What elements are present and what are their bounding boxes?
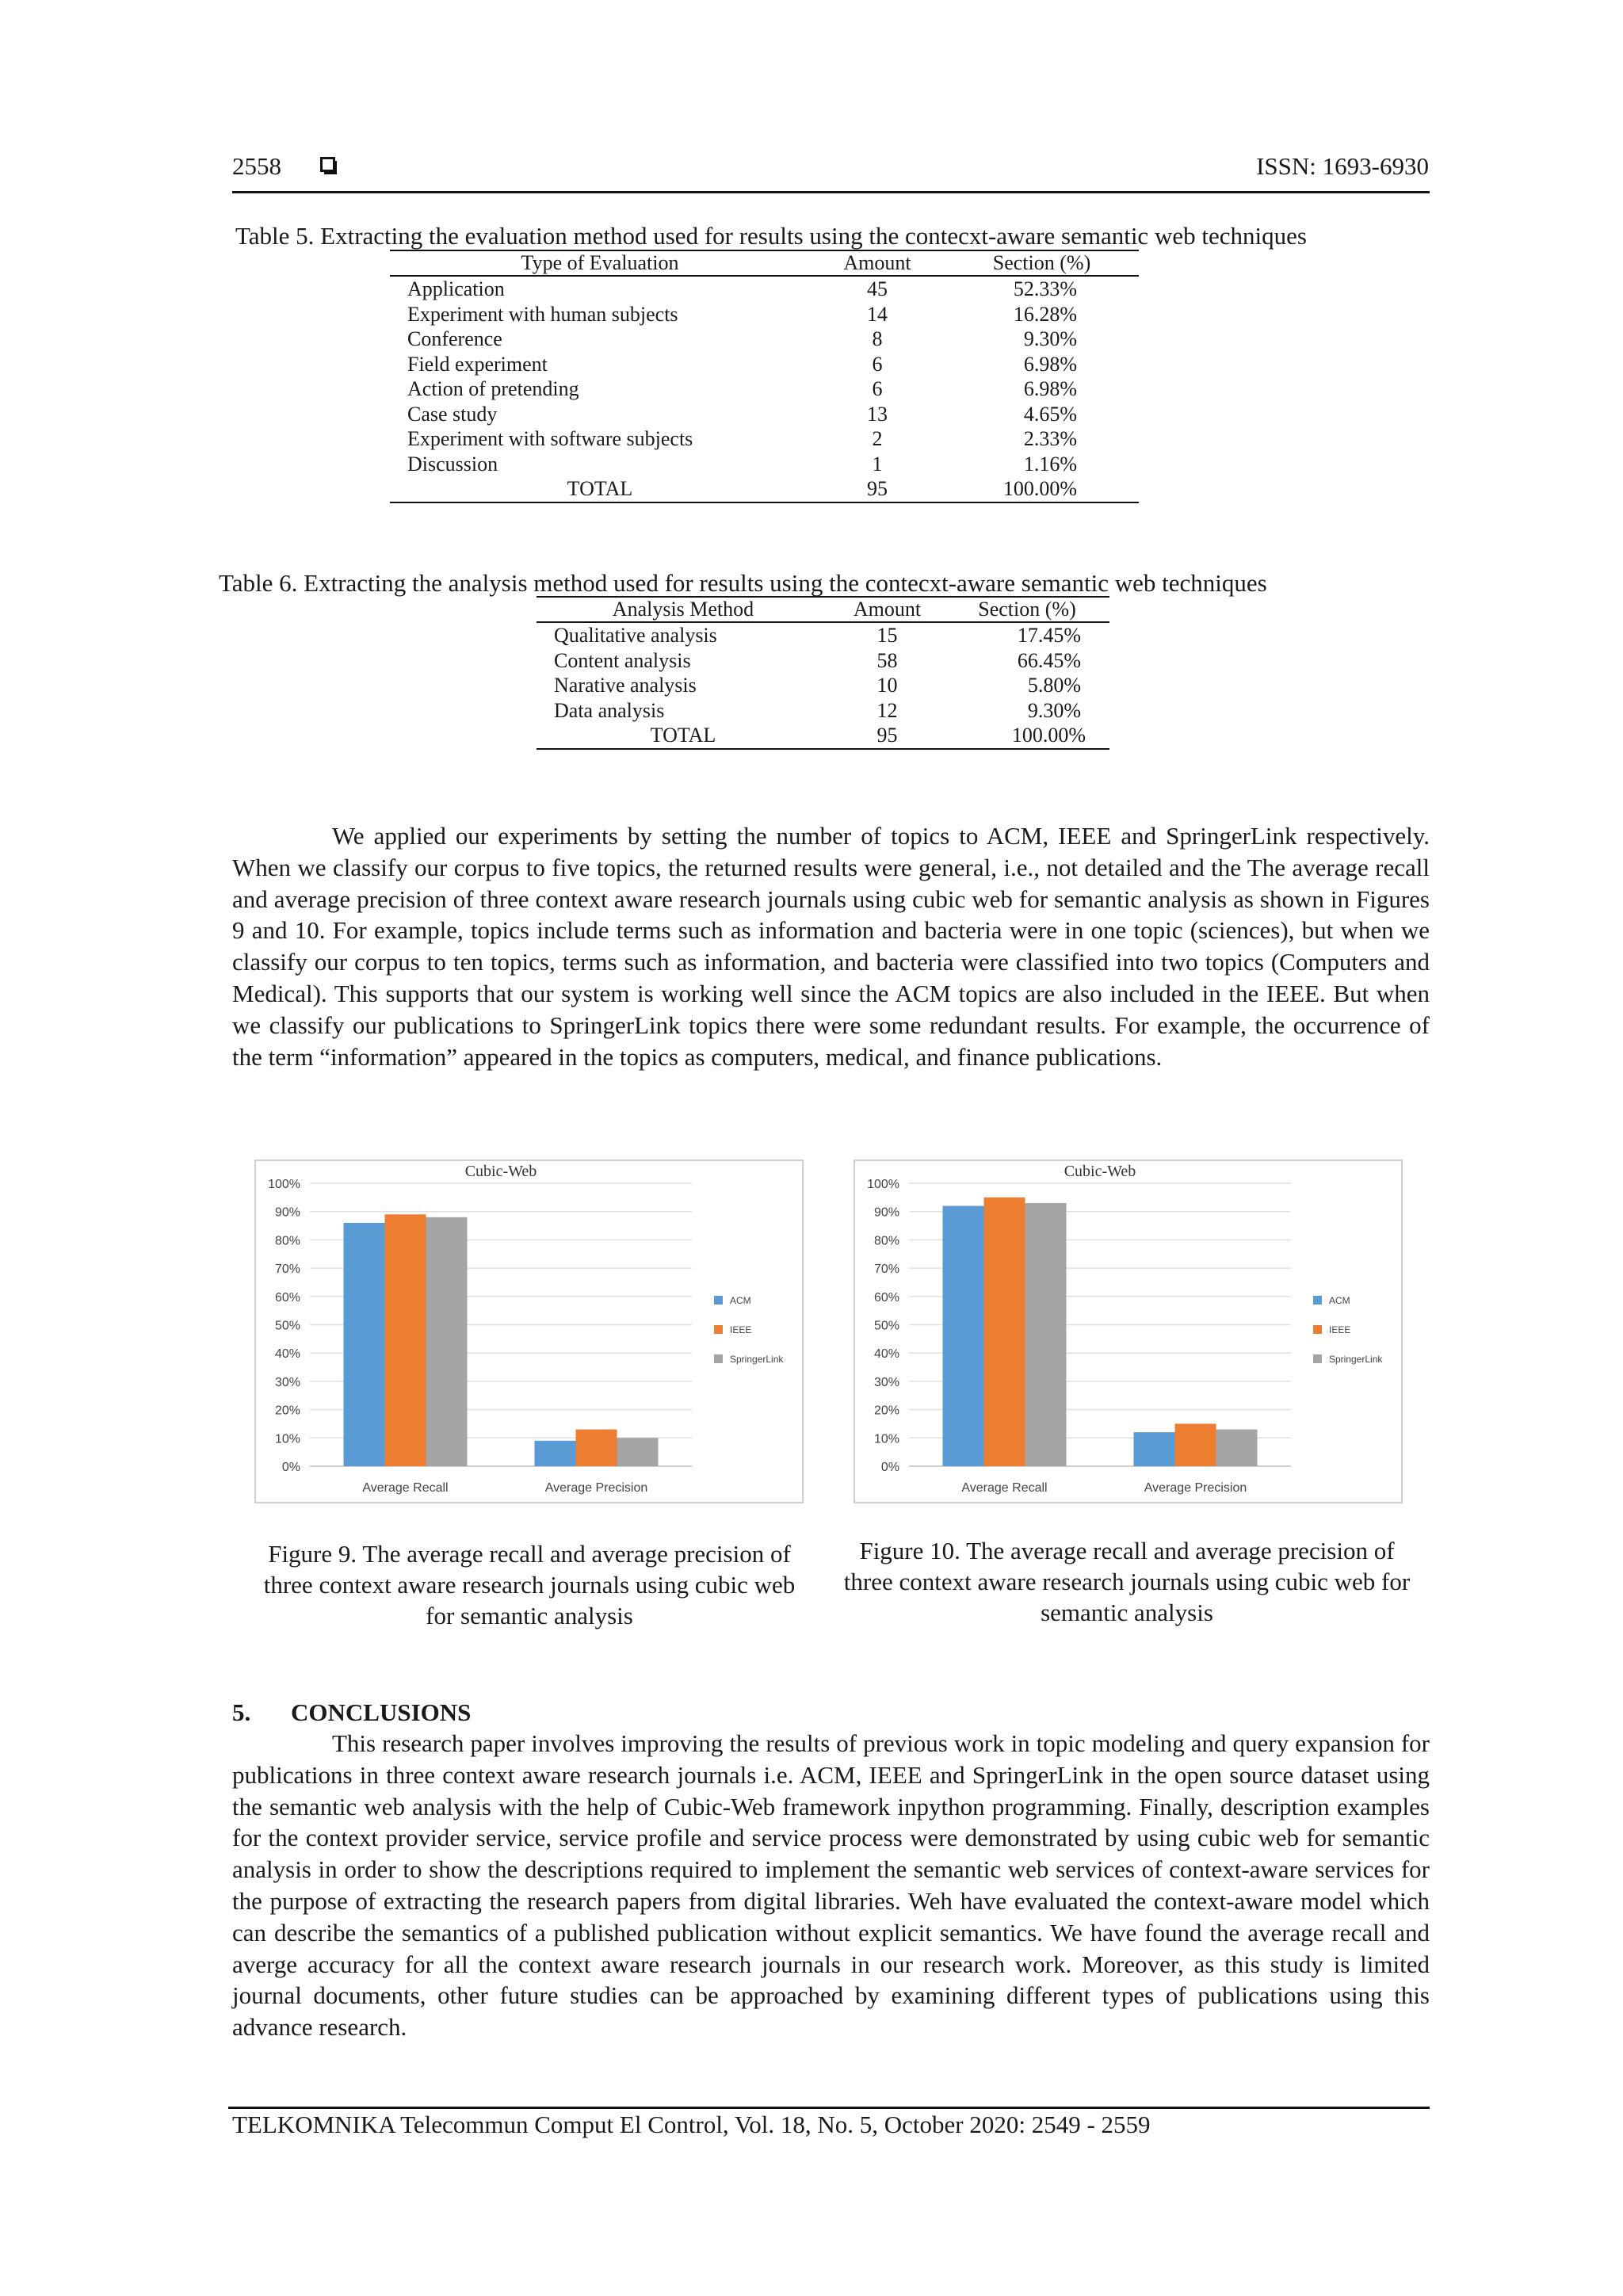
bar-acm bbox=[535, 1441, 576, 1466]
table-row bbox=[390, 276, 1139, 302]
y-tick-label: 50% bbox=[873, 1319, 899, 1333]
table-cell: Field experiment bbox=[407, 352, 548, 376]
table-row bbox=[390, 426, 1139, 452]
legend-label: IEEE bbox=[730, 1324, 752, 1335]
body-paragraph bbox=[232, 820, 1430, 1072]
chart-title: Cubic-Web bbox=[464, 1163, 537, 1180]
table6-caption: Table 6. Extracting the analysis method used for results using the contecxt-aware semantic web techniques bbox=[219, 569, 1267, 597]
legend-label: SpringerLink bbox=[1329, 1354, 1383, 1365]
legend-swatch bbox=[1313, 1296, 1322, 1305]
y-tick-label: 90% bbox=[274, 1205, 300, 1220]
table-cell: Data analysis bbox=[554, 698, 665, 722]
table-cell: 16.28% bbox=[1013, 302, 1077, 326]
table-cell: 2 bbox=[872, 427, 883, 450]
bar-ieee bbox=[576, 1430, 617, 1466]
bar-acm bbox=[1134, 1432, 1175, 1466]
conclusions-text: This research paper involves improving the results of previous work in topic modeling and query expansion for publications in three context aware research journals i.e. ACM, IEEE and SpringerLink in the open source dataset using the semantic web analysis with the help of Cubic-Web framework inpython programming. Finally, description examples for the context provider service, service profile and service process were demonstrated by using cubic web for semantic analysis in order to show the descriptions required to implement the semantic web services of context-aware services for the purpose of extracting the research papers from digital libraries. Weh have evaluated the context-aware model which can describe the semantics of a published publication without explicit semantics. We have found the average recall and averge accuracy for all the context aware research journals in our research work. Moreover, as this study is limited journal documents, other future studies can be approached by examining different types of publications using this advance research. bbox=[232, 1729, 1430, 2042]
table-cell: 9.30% bbox=[1027, 698, 1081, 722]
y-tick-label: 30% bbox=[274, 1375, 300, 1389]
table-cell: Application bbox=[407, 277, 505, 300]
figure9-chart bbox=[254, 1159, 804, 1503]
table5-header: Type of Evaluation bbox=[390, 250, 810, 276]
body-paragraph-text: We applied our experiments by setting the number of topics to ACM, IEEE and SpringerLink respectively. When we classify our corpus to five topics, the returned results were general, i.e., not detailed and the The average recall and average precision of three context aware research journals using cubic web for semantic analysis as shown in Figures 9 and 10. For example, topics include terms such as information and bacteria were in one topic (sciences), but when we classify our corpus to ten topics, terms such as information, and bacteria were classified into two topics (Computers and Medical). This supports that our system is working well since the ACM topics are also included in the IEEE. But when we classify our publications to SpringerLink topics there were some redundant results. For example, the occurrence of the term “information” appeared in the topics as computers, medical, and finance publications. bbox=[232, 822, 1430, 1071]
bar-ieee bbox=[385, 1214, 426, 1466]
bar-springerlink bbox=[1025, 1203, 1067, 1466]
table-row bbox=[537, 698, 1109, 724]
legend-label: SpringerLink bbox=[730, 1354, 784, 1365]
legend-swatch bbox=[1313, 1354, 1322, 1363]
bar-ieee bbox=[1175, 1423, 1216, 1466]
table5-caption: Table 5. Extracting the evaluation method used for results using the contecxt-aware semantic web techniques bbox=[235, 222, 1307, 250]
legend-label: ACM bbox=[730, 1295, 751, 1306]
table-cell: Conference bbox=[407, 327, 502, 350]
y-tick-label: 50% bbox=[274, 1319, 300, 1333]
x-category-label: Average Precision bbox=[1144, 1481, 1247, 1495]
y-tick-label: 60% bbox=[274, 1290, 300, 1305]
y-tick-label: 10% bbox=[274, 1432, 300, 1446]
y-tick-label: 40% bbox=[274, 1347, 300, 1362]
table-cell: TOTAL bbox=[390, 476, 810, 502]
table-row bbox=[537, 622, 1109, 648]
table-cell: 6 bbox=[872, 352, 883, 376]
table-row bbox=[390, 376, 1139, 402]
table5-header: Section (%) bbox=[945, 250, 1139, 276]
legend-label: ACM bbox=[1329, 1295, 1350, 1306]
table-total-row bbox=[390, 476, 1139, 502]
table-row bbox=[390, 352, 1139, 377]
table-cell: Experiment with human subjects bbox=[407, 302, 678, 326]
x-category-label: Average Recall bbox=[362, 1481, 449, 1495]
table-cell: 95 bbox=[830, 723, 945, 749]
footer-rule bbox=[228, 2107, 1430, 2109]
y-tick-label: 60% bbox=[873, 1290, 899, 1305]
legend-swatch bbox=[1313, 1325, 1322, 1334]
page-number: 2558 bbox=[232, 152, 281, 180]
table-row bbox=[390, 452, 1139, 477]
x-category-label: Average Recall bbox=[961, 1481, 1048, 1495]
figure10-chart bbox=[854, 1159, 1403, 1503]
legend-swatch bbox=[714, 1354, 723, 1363]
y-tick-label: 20% bbox=[274, 1404, 300, 1418]
table-cell: 6 bbox=[872, 377, 883, 400]
table-total-row bbox=[537, 723, 1109, 749]
table-row bbox=[390, 302, 1139, 327]
legend-label: IEEE bbox=[1329, 1324, 1351, 1335]
y-tick-label: 80% bbox=[873, 1234, 899, 1248]
bar-springerlink bbox=[617, 1438, 659, 1466]
section-title: CONCLUSIONS bbox=[291, 1698, 472, 1726]
x-category-label: Average Precision bbox=[544, 1481, 648, 1495]
table-cell: Narative analysis bbox=[554, 674, 697, 697]
table6-header: Section (%) bbox=[945, 597, 1109, 622]
table-cell: 100.00% bbox=[945, 476, 1139, 502]
table-cell: Case study bbox=[407, 402, 498, 426]
table-cell: 12 bbox=[876, 698, 898, 722]
table-cell: 10 bbox=[876, 674, 898, 697]
y-tick-label: 90% bbox=[873, 1205, 899, 1220]
table-cell: 15 bbox=[876, 624, 898, 647]
y-tick-label: 40% bbox=[873, 1347, 899, 1362]
table6 bbox=[537, 596, 1109, 750]
table-cell: 6.98% bbox=[1023, 377, 1077, 400]
legend-swatch bbox=[714, 1296, 723, 1305]
issn-label: ISSN: 1693-6930 bbox=[1256, 152, 1429, 180]
y-tick-label: 0% bbox=[880, 1461, 899, 1474]
y-tick-label: 0% bbox=[281, 1461, 300, 1474]
bar-acm bbox=[943, 1206, 984, 1466]
table-cell: Content analysis bbox=[554, 648, 691, 672]
section-heading bbox=[232, 1698, 471, 1727]
table-cell: 66.45% bbox=[1017, 648, 1081, 672]
y-tick-label: 70% bbox=[274, 1263, 300, 1277]
table-cell: 14 bbox=[867, 302, 888, 326]
table-cell: Experiment with software subjects bbox=[407, 427, 693, 450]
table-cell: 8 bbox=[872, 327, 883, 350]
table-cell: 13 bbox=[867, 402, 888, 426]
table-cell: Qualitative analysis bbox=[554, 624, 717, 647]
header-rule bbox=[232, 191, 1430, 193]
table5-header: Amount bbox=[810, 250, 945, 276]
table-row bbox=[537, 673, 1109, 698]
table-cell: 2.33% bbox=[1023, 427, 1077, 450]
bar-springerlink bbox=[426, 1217, 468, 1466]
bar-ieee bbox=[984, 1198, 1025, 1466]
table6-header: Analysis Method bbox=[537, 597, 830, 622]
table-cell: 17.45% bbox=[1017, 624, 1081, 647]
table-row bbox=[390, 327, 1139, 352]
table5 bbox=[390, 250, 1139, 503]
table-cell: 6.98% bbox=[1023, 352, 1077, 376]
table-cell: Discussion bbox=[407, 452, 498, 476]
y-tick-label: 100% bbox=[867, 1178, 899, 1191]
bar-springerlink bbox=[1216, 1430, 1258, 1466]
bar-acm bbox=[344, 1223, 385, 1466]
table-cell: 1 bbox=[872, 452, 883, 476]
table-cell: 52.33% bbox=[1013, 277, 1077, 300]
table-cell: 9.30% bbox=[1023, 327, 1077, 350]
table-cell: TOTAL bbox=[537, 723, 830, 749]
table-cell: Action of pretending bbox=[407, 377, 579, 400]
conclusions-paragraph bbox=[232, 1728, 1430, 2043]
table-cell: 45 bbox=[867, 277, 888, 300]
y-tick-label: 100% bbox=[268, 1178, 300, 1191]
table6-header: Amount bbox=[830, 597, 945, 622]
legend-swatch bbox=[714, 1325, 723, 1334]
section-number: 5. bbox=[232, 1698, 251, 1726]
figure9-caption: Figure 9. The average recall and average precision of three context aware research journals using cubic web for semantic analysis bbox=[263, 1540, 796, 1629]
square-box-icon bbox=[320, 157, 339, 176]
y-tick-label: 10% bbox=[873, 1432, 899, 1446]
y-tick-label: 30% bbox=[873, 1375, 899, 1389]
table-cell: 1.16% bbox=[1023, 452, 1077, 476]
y-tick-label: 70% bbox=[873, 1263, 899, 1277]
table-cell: 4.65% bbox=[1023, 402, 1077, 426]
figure10-caption: Figure 10. The average recall and average precision of three context aware research journals using cubic web for semantic analysis bbox=[843, 1537, 1411, 1626]
y-tick-label: 80% bbox=[274, 1234, 300, 1248]
chart-title: Cubic-Web bbox=[1064, 1163, 1136, 1180]
table-row bbox=[390, 402, 1139, 427]
table-cell: 58 bbox=[876, 648, 898, 672]
y-tick-label: 20% bbox=[873, 1404, 899, 1418]
table-row bbox=[537, 648, 1109, 674]
table-cell: 5.80% bbox=[1027, 674, 1081, 697]
table-cell: 95 bbox=[810, 476, 945, 502]
table-cell: 100.00% bbox=[945, 723, 1109, 749]
footer-citation: TELKOMNIKA Telecommun Comput El Control, Vol. 18, No. 5, October 2020: 2549 - 2559 bbox=[232, 2111, 1151, 2138]
